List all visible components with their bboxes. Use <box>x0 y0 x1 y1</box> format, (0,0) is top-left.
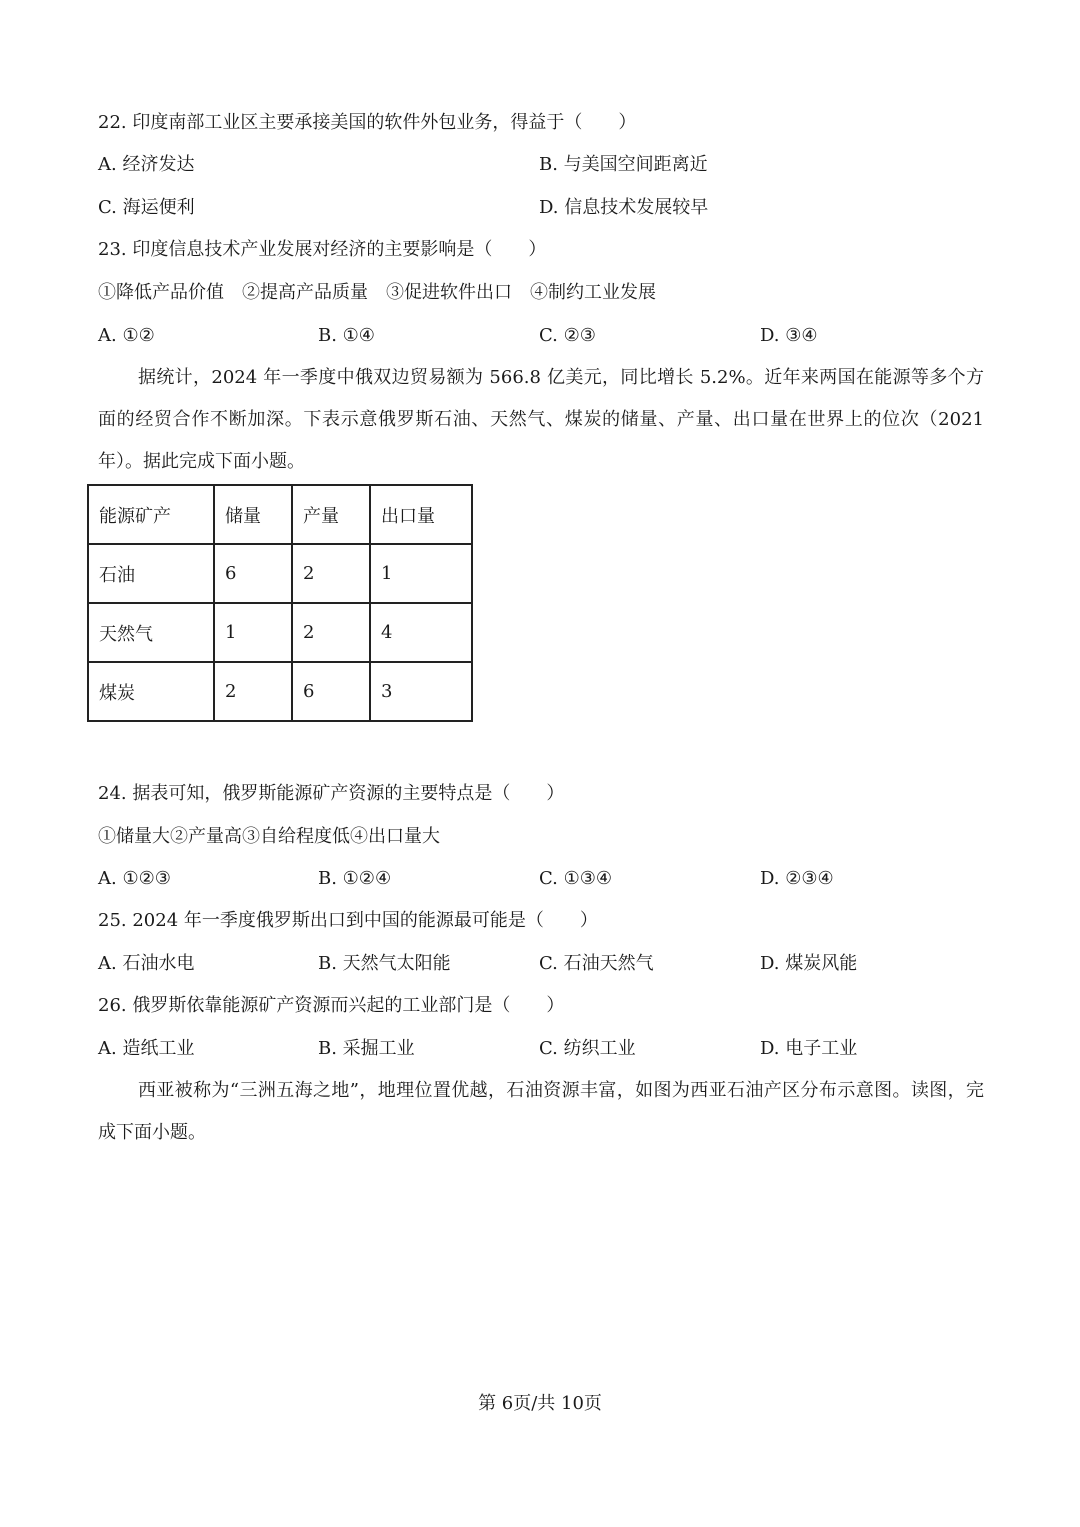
page-number: 第 6页/共 10页 <box>478 1393 602 1414</box>
q25-option-b: B. 天然气太阳能 <box>318 953 451 974</box>
q23-stem: 23. 印度信息技术产业发展对经济的主要影响是（ ） <box>98 239 547 260</box>
table-row <box>88 603 472 662</box>
table-header-cell: 能源矿产 <box>88 485 214 544</box>
q24-stem: 24. 据表可知，俄罗斯能源矿产资源的主要特点是（ ） <box>98 783 565 804</box>
energy-ranking-table <box>87 484 473 722</box>
q26-option-a: A. 造纸工业 <box>98 1038 195 1059</box>
q23-option-d: D. ③④ <box>760 325 818 346</box>
q25-option-c: C. 石油天然气 <box>539 953 654 974</box>
q23-option-a: A. ①② <box>98 325 155 346</box>
q24-option-a: A. ①②③ <box>98 868 171 889</box>
table-cell: 1 <box>214 603 292 662</box>
q24-option-c: C. ①③④ <box>539 868 612 889</box>
table-cell: 4 <box>370 603 472 662</box>
table-cell: 6 <box>214 544 292 603</box>
table-header-cell: 出口量 <box>370 485 472 544</box>
q26-option-c: C. 纺织工业 <box>539 1038 636 1059</box>
q22-stem: 22. 印度南部工业区主要承接美国的软件外包业务，得益于（ ） <box>98 112 637 133</box>
q23-items: ①降低产品价值 ②提高产品质量 ③促进软件出口 ④制约工业发展 <box>98 282 656 303</box>
q22-option-b: B. 与美国空间距离近 <box>539 154 708 175</box>
q23-option-b: B. ①④ <box>318 325 375 346</box>
q22-option-d: D. 信息技术发展较早 <box>539 197 709 218</box>
table-row <box>88 662 472 721</box>
table-cell: 3 <box>370 662 472 721</box>
q24-option-b: B. ①②④ <box>318 868 392 889</box>
table-cell: 1 <box>370 544 472 603</box>
q26-option-d: D. 电子工业 <box>760 1038 858 1059</box>
table-cell: 2 <box>292 544 370 603</box>
table-row <box>88 544 472 603</box>
q26-stem: 26. 俄罗斯依靠能源矿产资源而兴起的工业部门是（ ） <box>98 995 565 1016</box>
q22-option-a: A. 经济发达 <box>98 154 195 175</box>
q25-option-d: D. 煤炭风能 <box>760 953 858 974</box>
q25-option-a: A. 石油水电 <box>98 953 195 974</box>
table-cell: 6 <box>292 662 370 721</box>
table-header-cell: 储量 <box>214 485 292 544</box>
q22-option-c: C. 海运便利 <box>98 197 195 218</box>
table-header-row <box>88 485 472 544</box>
table-cell: 煤炭 <box>88 662 214 721</box>
table-cell: 2 <box>292 603 370 662</box>
q23-option-c: C. ②③ <box>539 325 596 346</box>
q25-stem: 25. 2024 年一季度俄罗斯出口到中国的能源最可能是（ ） <box>98 910 598 931</box>
table-cell: 2 <box>214 662 292 721</box>
table-cell: 石油 <box>88 544 214 603</box>
q26-option-b: B. 采掘工业 <box>318 1038 415 1059</box>
q24-option-d: D. ②③④ <box>760 868 834 889</box>
passage-west-asia: 西亚被称为“三洲五海之地”，地理位置优越，石油资源丰富，如图为西亚石油产区分布示意图。读图，完成下面小题。 <box>98 1080 984 1143</box>
q24-items: ①储量大②产量高③自给程度低④出口量大 <box>98 826 440 847</box>
passage-russia-trade: 据统计，2024 年一季度中俄双边贸易额为 566.8 亿美元，同比增长 5.2%。近年来两国在能源等多个方面的经贸合作不断加深。下表示意俄罗斯石油、天然气、煤炭的储量、产量、出口量在世界上的位次（2021 年）。据此完成下面小题。 <box>98 367 984 472</box>
table-cell: 天然气 <box>88 603 214 662</box>
table-header-cell: 产量 <box>292 485 370 544</box>
